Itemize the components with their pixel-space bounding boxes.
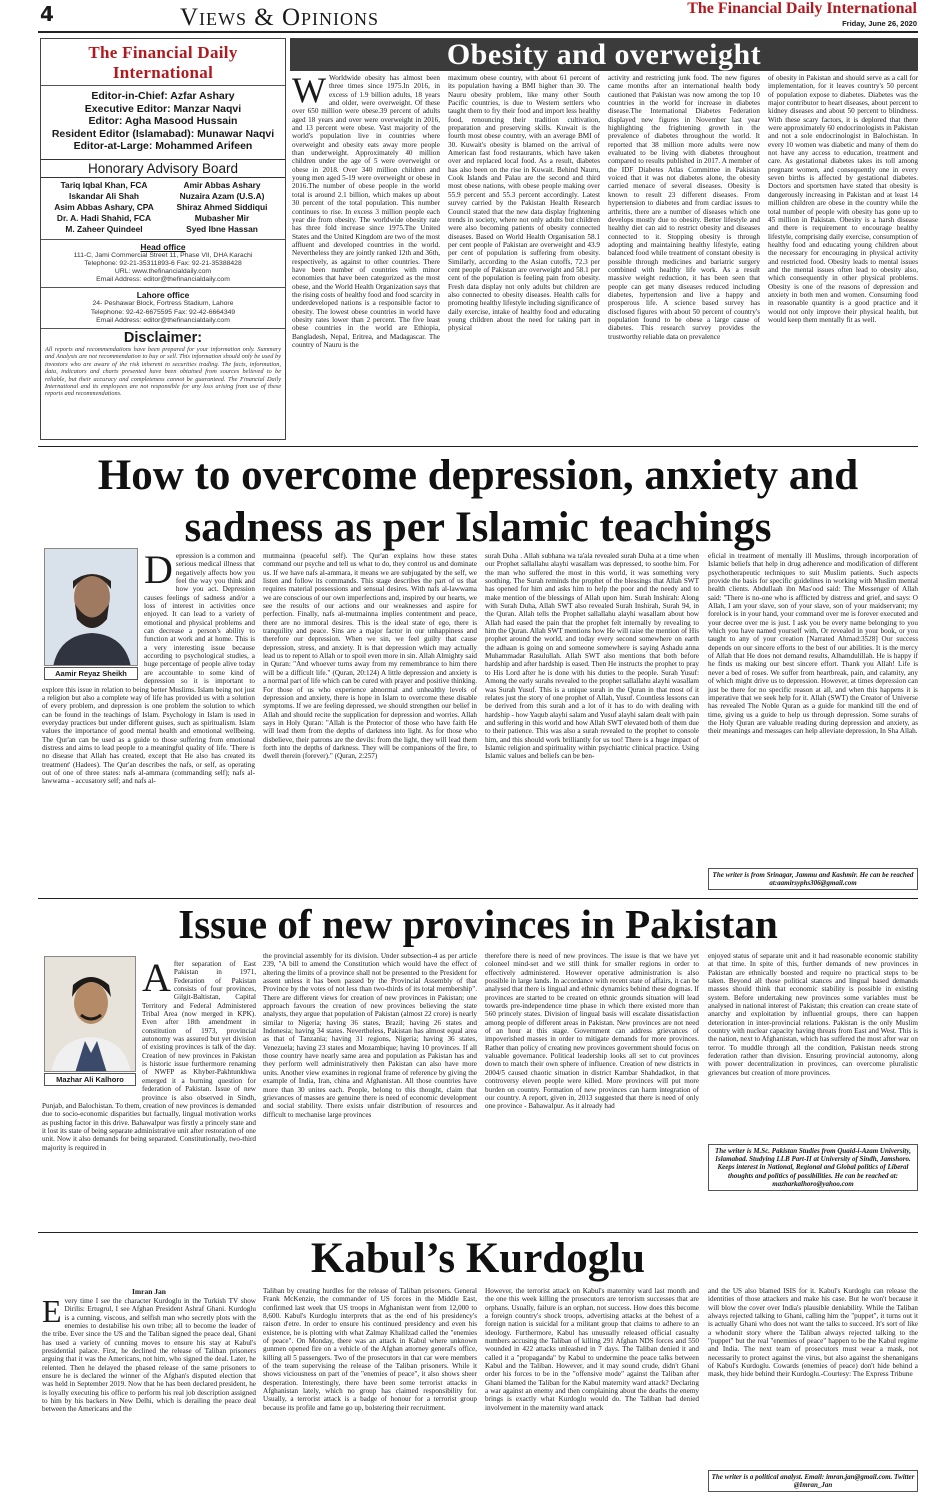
editorial-staff [41, 90, 285, 153]
advisor-name: Tariq Iqbal Khan, FCA [60, 179, 148, 190]
provinces-column-1 [42, 960, 256, 1230]
kabul-column-4: and the US also blamed ISIS for it. Kabul's Kurdoglu can release the identities of those attackers and make his case. But he won't because it will blow the cover over India's plausible deniability. While the Taliban always rejected talking to Ghani, calling him the "puppet", it turns out it is actually Ghani who does not want the talks to succeed. It's sort of like a whodunit story where the Taliban always rejected talking to the "puppet" but the real "enemies of peace" happen to be the Kabul regime and India. The next team of prosecutors must wear a mask, not necessarily to protect against the virus, but also against the shenanigans of Kabul's Kurdoglu. Cowards (enemies of peace) don't hide behind a mask, they hide behind their Kurdoglu.-Courtesy: The Express Tribune [708, 1287, 918, 1379]
section-divider [38, 898, 918, 899]
address-line: Telephone: 92-42-6675595 Fax: 92-42-6664349 [90, 308, 236, 316]
kabul-column-1 [42, 1297, 256, 1499]
advisor-name: Amir Abbas Ashary [183, 179, 261, 190]
address-line: Email Address: editor@thefinancialdaily.com [96, 316, 230, 324]
kabul-column-3: However, the terrorist attack on Kabul's maternity ward last month and the one this week killing the prosecutors are terrorism successes that are orphans. Usually, failure is an orphan, not success. How does this become a foreign country's shock troops, advertising attacks at the behest of a foreign nation is suicidal for a militant group that claims to adhere to an ideology. Furthermore, Kabul has unusually released official casualty numbers accusing the Taliban of killing 291 Afghan NDS forces and 550 wounded in 422 attacks unleashed in 7 days. The Taliban denied it and called it a "propaganda" by Kabul to undermine the peace talks between Kabul and the Taliban. However, and it may sound crude, didn't Ghani order his forces to be in the "offensive mode" against the Taliban after Ghani blamed the Taliban for the Kabul maternity ward attack? Declaring a war against an enemy and then complaining about the deaths the enemy brings is exactly what Kurdoglu would do. The Taliban had denied involvement in the maternity ward attack [485, 1287, 699, 1412]
drop-cap: E [42, 1297, 62, 1329]
photo-spacer [42, 552, 144, 685]
column-text: fter separation of East Pakistan in 1971, Federation of Pakistan consists of four provinces, Gilgit-Baltistan, Capital Territory and Federal Administered Tribal Area (now merged in KPK). Even after 18th amendment in constitution of 1973, provincial autonomy was assured but yet division of existing provinces is talk of the day. Creation of new provinces in Pakistan is historic issue furthermore renaming of NWFP as Khyber-Pakhtunkhwa emerged it a burning question for federation of Pakistan. Issue of new province is also observed in Sindh, Punjab, and Balochistan. To them, creation of new provinces is demanded due to socio-economic disparities but factually, lingual motivation works as pushing factor in this drive. Bahawalpur was firstly a princely state and it lost its state of being separate administrative unit after restoration of one unit. Now it also demands for being separated. Constitutionally, two-third majority is required in [42, 960, 256, 1152]
section-title: Views & Opinions [180, 4, 380, 31]
obesity-headline: Obesity and overweight [290, 38, 918, 71]
address-line: Telephone: 92-21-35311893-6 Fax: 92-21-35388428 [84, 259, 242, 267]
section-divider [38, 1232, 918, 1233]
depression-column-2: mutmainna (peaceful self). The Qur'an explains how these states command our psyche and tell us what to do, they control us and dominate us. If we have nafs al-ammara, it means we are subjugated by the self, we listen and follow its commands. This stage describes the part of us that requires material possessions and sensual desires. With nafs al-lawwama we are conscious of our own imperfections and, inspired by our hearts, we see the results of our actions and our weaknesses and aspire for perfection. Finally, nafs al-mutmainna implies contentment and peace, there are no immoral desires. This is the ideal state of ego, there is tranquility and peace. Sins are a major factor in our unhappiness and therefore our depression. When we sin, we feel guilty that cause depression, stress, and anxiety. It is that depression which may actually lead us to repent to Allah or to spoil even more in sin. Allah Almighty said in Quran: "And whoever turns away from my remembrance to him there will be a difficult life." (Quran, 20:124) A little depression and anxiety is a normal part of life which can be cured with prayer and positive thinking. For those of us who experience abnormal and unhealthy levels of depression and anxiety, there is hope in Islam to overcome these disable symptoms. If we are feeling depressed, we should strengthen our belief in Allah and should recite the supplication for depression and worries. Allah says in Holy Quran: "Allah is the Protector of those who have faith He will lead them from the depths of darkness into light. As for those who disbelieve, their patrons are the devils: from the light, they will lead them forth into the depths of darkness. They will be companions of the fire, to dwell therein (forever)." (Quran, 2:257) [263, 552, 477, 761]
advisory-board-title: Honorary Advisory Board [41, 159, 285, 178]
depression-author: Aamir Reyaz Sheikh [44, 667, 138, 680]
column-text: Worldwide obesity has almost been three times since 1975.In 2016, in excess of 1.9 billion adults, 18 years and older, were overweight. Of these over 650 million were obese.39 percent of adults aged 18 years and over were overweight in 2016, and 13 percent were obese. Vast majority of the world's population live in countries where overweight and obesity eats away more people than underweight. Approximately 40 million children under the age of 5 were overweight or obese in 2018. Over 340 million children and young men aged 5-19 were overweight or obese in 2016.The number of obese people in the world total is around 2.1 billion, which makes up about 30 percent of the total population. This number continues to rise. In excess 3 million people each year die from obesity. The worldwide obesity rate has three fold increase since 1975.The United States and the United Kingdom are two of the most affluent and developed countries in the world. Nevertheless they are jointly ranked 12th and 36th, respectively, as against to other countries. There have been number of countries with minor economies that have been categorized as the most obese, and the World Health Organization says that the rising costs of healthy food and food scarcity in underdeveloped nations is a responsible factor to obesity. The lowest obese countries in world have obesity rates lower than 2 percent. The five least obese countries in the world are Ethiopia, Bangladesh, Nepal, Eritrea, and Madagascar. The country of Nauru is the [292, 74, 440, 349]
provinces-column-4: enjoyed status of separate unit and it had reasonable economic stability at that time. In spite of this, further demands of new provinces in Pakistan are ethnically boosted and require no practical steps to be taken. Beyond all those political stances and lingual based demands masses should think that economic stability is possible in existing system. Before undertaking new provinces some variables must be analysed in national interest of Pakistan; this creation can create state of anarchy and exploitation by influential groups, there can happen deterioration in inter-provincial relations. Pakistan is the only Muslim country with nuclear capacity having threats from East and West. This is the nation, next to Afghanistan, which has suffered the most after war on terror. To muddle through all the condition, Pakistan needs strong federation rather than division. Ensuring provincial autonomy, along with power decentralization in provinces, can overcome pluralistic grievances but creation of more provinces. [708, 952, 918, 1077]
newspaper-name: The Financial Daily International [687, 0, 917, 17]
sidebar-box [40, 38, 286, 440]
head-office-address [41, 252, 285, 285]
column-text: epression is a common and serious medical illness that negatively affects how you feel the way you think and how you act. Depression causes feelings of sadness and/or a loss of interest in activities once enjoyed. It can lead to a variety of emotional and physical problems and can decrease a person's ability to function at work and at home. This is a very interesting issue because according to psychological studies, a huge percentage of people alive today are accountable to some kind of depression so it is important to explore this issue in relation to being better Muslims. Islam being not just a religion but also a complete way of life has provided us with a solution of every problem, and depression is one problem the solution to which can be found in the teachings of Islam. Psychology in Islam is used in everyday practices but under different guises, such as spiritualism. Islam values the importance of good mental health and emotional wellbeing. The Qur'an can be used as a guide to those suffering from emotional distress and aims to lead people to a meaningful quality of life. 'There is no disease that Allah has created, except that He also has created its treatment' (Hadees). The Qur'an describes the nafs, or self, as operating out of one of three states: nafs al-ammara (commanding self); nafs al-lawwama - accusatory self; and nafs al- [42, 552, 255, 786]
drop-cap: A [142, 960, 171, 1000]
obesity-column-1 [292, 74, 440, 442]
drop-cap: W [292, 74, 326, 110]
issue-date: Friday, June 26, 2020 [842, 19, 917, 28]
advisor-name: Syed Ibne Hassan [186, 224, 258, 235]
address-line: URL: www.thefinancialdaily.com [114, 267, 212, 275]
advisory-board-list [41, 180, 285, 236]
depression-author-note: The writer is from Srinagar, Jammu and Kashmir. He can be reached at:aamirsyphs306@gmail.com [708, 868, 918, 890]
advisor-name: Nuzaira Azam (U.S.A) [179, 190, 265, 201]
kabul-headline: Kabul’s Kurdoglu [310, 1235, 646, 1282]
address-line: Email Address: editor@thefinancialdaily.com [96, 276, 230, 284]
column-text: very time I see the character Kurdoglu in the Turkish TV show Dirilis: Ertugrul, I see Afghan President Ashraf Ghani. Kurdoglu is a cunning, viscous, and selfish man who secretly plots with the enemies to destabilise his own tribe; all to become the leader of the tribe. Ever since the US and the Taliban signed the peace deal, Ghani has used a variety of cunning moves to ensure his stay at Kabul's presidential palace. First, he declined the release of Taliban prisoners arguing that it was the Americans, not him, who signed the deal. Later, he relented. Then he delayed the phased release of the same prisoners to ensure he is declared the winner of the Afghan's disputed election that was held in September 2019. Now that he has been declared president, he is loyally executing his office to perform his real job description assigned to him by his backers in New Delhi, which is derailing the peace deal between the Americans and the [42, 1297, 256, 1414]
provinces-column-3: therefore there is need of new provinces. The issue is that we have yet coloneel mind-set and we still think for smaller regions in order to effectively administered. However operative administration is also possible in large lands. In accordance with recent state of affairs, it can be analysed that there is lingual and ethnic dynamics behind these dogmas. If provinces are started to be created on ethnic grounds situation will lead towards pre-independence time phase in which there existed more than 560 princely states. Division of lingual basis will escalate dissatisfaction among people of different areas in Pakistan. New provinces are not need of an hour at this stage. Government can address grievances of impoverished masses in order to mitigate demands for more provinces. Rather than policy of creating new provinces government should focus on valuable governance. Political leadership looks all set to cut provinces down to match their own sphere of influence. Creation of new districts in 2004/5 caused chaotic situation in district Kambar Shahdadkot, in that controversy eleven people were killed. More provinces will put more burden on country. Formation of new provinces can harm integration of our country. A report, given in, 2013 suggested that there is need of only one province - Bahawalpur. As it already had [485, 952, 699, 1111]
advisor-name: Shiraz Ahmed Siddiqui [176, 201, 268, 212]
drop-cap: D [144, 552, 173, 592]
section-divider [38, 446, 918, 447]
obesity-column-3: activity and restricting junk food. The new figures came months after an international health body cautioned that Pakistan was now among the top 10 countries in the world for increase in diabetes disease.The International Diabetes Federation displayed new figures in November last year highlighting the frightening growth in the prevalence of diabetes throughout the world. It reported that 38 million more adults were now evaluated to be living with diabetes throughout compared to results published in 2017. A member of the IDF Diabetes Atlas Committee in Pakistan voiced that it was not diabetes alone, the obesity carried menace of several diseases. Obesity is known to result 23 different diseases. From hypertension to diabetes and from cardiac issues to arthritis, there are a number of diseases which one develops mostly due to obesity. Better lifestyle and healthy diet can aid to restrict obesity and diseases connected to it. Stopping obesity is through adopting and maintaining healthy lifestyle, eating balanced food while treatment of constant obesity is possible through medicines and bariatric surgery combined with healthy life work. As a result massive weight reduction, it has been seen that people can get many diseases reduced including diabetes, hypertension and live a happy and prosperous life. A science based survey has disclosed figures with about 50 percent of country's population found to be obese a large cause of diabetes. This research survey provides the trustworthy reliable data on prevalence [608, 74, 760, 341]
obesity-column-2: maximum obese country, with about 61 percent of its population having a BMI higher than 30. The Nauru obesity problem, like many other South Pacific countries, is due to Western settlers who taught them to fry their food and import less healthy food, renouncing their tradition cultivation, preparation and preserving skills. Kuwait is the fourth most obese country, with an average BMI of 30. Kuwait's obesity is blamed on the arrival of American fast food restaurants, which have taken over and replaced local food. As a result, diabetes has also been on the rise in Kuwait. Behind Nauru, Cook Islands and Palau are the second and third most obese nations, with obese people making over 55.9 percent and 55.3 percent accordingly. Latest survey carried by the Pakistan Health Research Council stated that the new data display frightening trends in society, where not only adults but children were also becoming patients of obesity connected diseases. Based on World Health Organisation 58.1 per cent people of Pakistan are overweight and 43.9 per cent of population is suffering from obesity. Similarly, according to the Asian cutoffs, 72.3 per cent people of Pakistan are overweight and 58.1 per cent of the population is feeling pain from obesity. Fresh data display not only adults but children are also connected to obesity diseases. Health calls for promoting healthy lifestyle including significance of daily exercise, intake of healthy food and educating young children about the need for taking part in physical [448, 74, 600, 333]
depression-column-1 [42, 552, 255, 920]
photo-spacer [42, 960, 142, 1096]
kabul-column-2: Taliban by creating hurdles for the release of Taliban prisoners. General Frank McKenzie, the commander of US forces in the Middle East, confirmed last week that US troops in Afghanistan went from 12,000 to 8,600. Kabul's Kurdoglu interprets that as the end of his presidency's raison d'etre. In order to ensure his continued presidency and even his existence, he is plotting with what Zalmay Khalilzad called the "enemies of peace". On Monday, there was an attack in Kabul where unknown gunmen opened fire on a vehicle of the Afghan attorney general's office, killing all 5 passengers. Two of the prosecutors in that car were members of the team supervising the release of the Taliban prisoners. While it shows viciousness on part of the "enemies of peace", it also shows sheer desperation. Interestingly, there have been some terrorist attacks in Afghanistan lately, which no group has claimed responsibility for. Usually, a terrorist attack is a badge of honour for a terrorist group because its profile and fame go up, bolstering their recruitment. [263, 1287, 477, 1412]
staff-line: Resident Editor (Islamabad): Munawar Naqvi [51, 127, 275, 140]
address-line: 24- Peshawar Block, Fortress Stadium, Lahore [92, 300, 234, 308]
obesity-column-4: of obesity in Pakistan and should serve as a call for implementation, for it leaves country's 50 percent of population expose to diabetes. Diabetes was the major contributor to heart diseases, about percent to kidney diseases and about 50 percent to blindness. With these scary factors, it is deplored that there were approximately 60 endocrinologists in Pakistan and not a sole endocrinologist in Balochistan. In every 10 women was diabetic and many of them do not have any access to education, treatment and care. As gestational diabetes takes its toll among pregnant women, and consequently one in every seven births is affected by gestational diabetes. Doctors and sportsmen have stated that obesity is dangerously increasing in Pakistan and at least 14 million children are obese in the country while the total number of people with obesity has gone up to 45 million in Pakistan. Obesity is a harsh disease and there is requirement to encourage healthy lifestyle, comprising daily exercise, consumption of healthy food and educating young children about the necessary for encouraging in physical activity and restricted food. Obesity leads to mental issues and the mental issues often lead to obesity also, which consequently in other physical problems. Obesity is one of the reasons of depression and anxiety in both men and women. Consuming food in reasonable quantity is a good practice and it would not only improve their physical health, but would keep them mentally fit as well. [768, 74, 918, 324]
provinces-author-note: The writer is M.Sc. Pakistan Studies from Quaid-i-Azam University, Islamabad. Studying LLB Part-II at University of Sindh, Jamshoro. Keeps interest in National, Regional and Global politics of Liberal thoughts and politics of possibilities. He can be reached at: mazharkalhoro@yahoo.com [708, 1144, 918, 1191]
provinces-headline: Issue of new provinces in Pakistan [178, 901, 778, 947]
disclaimer-title: Disclaimer: [123, 329, 203, 346]
depression-column-4: eficial in treatment of mentally ill Muslims, through incorporation of Islamic beliefs that help in drug adherence and modification of different psychotherapeutic techniques to suit Muslim patients. Such aspects provide the basis for specific guidelines in working with Muslim mental health clients. Abdullaah ibn Mas'ood said: The Messenger of Allah said: "There is no-one who is afflicted by distress and grief, and says: O Allah, I am your slave, son of your slave, son of your maidservant; my forelock is in your hand, your command over me is forever executed and your decree over me is just. I ask you be every name belonging to you which you have named yourself with, Or revealed in your book, or you taught to any of your creation [Narrated Ahmad:3528] Our success depends on our sincere efforts to the best of our abilities. It is the mercy of Allah that He does not demand results, Alhamdulillah. He is happy if he finds us making our best sincere effort. Thank you Allah! Life is never a bed of roses. We suffer from heartbreak, pain, and calamity, any of which might drive us to depression. However, at times depression can just be there for no specific reason at all, and when this happens it is imperative that we seek help for it. Allah (SWT) the Creator of Universe has revealed The Noble Quran as a guide for mankind till the end of time, giving us a guide to help us through depression. Some surahs of the Holy Quran are valuable reading during depression and anxiety, as their meanings and messages can help alleviate depression, In Sha Allah. [708, 552, 918, 736]
depression-column-3: surah Duha . Allah subhana wa ta'ala revealed surah Duha at a time when our Prophet sallallahu alayhi wasallam was depressed, to soothe him. For the man who suffered the most in this world, it was something very soothing. The Surah reminds the prophet of the blessings that Allah SWT has opened for him and asks him to help the poor and the needy and to make mention of the blessings of Allah upon him. Surah Inshirah: Along with Surah Duha, Allah SWT also revealed Surah Inshirah, Surah 94, in the Quran. Allah tells the Prophet sallallahu alayhi wasallam about how Allah had eased the pain that the prophet felt internally by revealing to him the Quran. Allah SWT mentions how He will raise the mention of His prophet around the world, and today every second somewhere on earth the adhaan is going on and someone somewhere is saying Ashadu anna Muhammadar Rasulullah. Allah SWT also mentions that both before hardship and after hardship is eased. Then He instructs the prophet to pray to His Lord after he is done with his duties to the people. Surah Yusuf: Among the early surahs revealed to the prophet sallallahu alayhi wasallam was Surah Yusuf. This is a unique surah in the Quran in that most of it relates just the story of one prophet of Allah, Yusuf. Countless lessons can be derived from this surah and a lot of it has to do with dealing with hardship - how Yaqub alayhi salam and Yusuf alayhi salam dealt with pain and suffering in this world and how Allah SWT elevated both of them due to their patience. This was also a surah revealed to the prophet to console him, and this should work brilliantly for us too! There is a huge impact of Islamic religion and spirituality within psychiatric clinical practice. Using Islamic values and beliefs can be ben- [485, 552, 699, 761]
provinces-author: Mazhar Ali Kalhoro [44, 1073, 136, 1086]
provinces-column-2: the provincial assembly for its division. Under subsection-4 as per article 239, "A bill to amend the Constitution which would have the effect of altering the limits of a province shall not be presented to the President for assent unless it has been passed by the Provincial Assembly of that Province by the votes of not less than two-thirds of its total membership". There are different views for creation of new provinces in Pakistan; one approach favours the creation of new provinces believing the state analysts, they argue that population of Pakistan (almost 22 crore) is nearly similar to Nigeria; having 36 states, Brazil; having 26 states and Indonesia; having 34 states. Nevertheless, Pakistan has almost equal area as that of Tanzania; having 31 regions, Nigeria; having 36 states, Venezuela; having 23 states and Mozambique; having 10 provinces. If all those country have nearly same area and population as Pakistan has and they perform well administratively then Pakistan can also have more units. Another view examines in regional frame of reference by giving the example of India, Iran, china and Afghanistan. All those countries have more than 30 unites each. People, belong to this thought, claim that grievances of masses are genuine there is need of economic development and social stability. There exists unfair distribution of resources and difficult to mechanise large provinces [263, 952, 477, 1119]
head-office-title: Head office [140, 241, 186, 252]
advisor-name: Dr. A. Hadi Shahid, FCA [56, 213, 152, 224]
address-line: 111-C, Jami Commercial Street 11, Phase VII, DHA Karachi [73, 251, 253, 259]
kabul-author: Imran Jan [132, 1287, 166, 1296]
kabul-author-note: The writer is a political analyst. Email: imran.jan@gmail.com. Twitter @Imran_Jan [708, 1470, 918, 1492]
advisor-name: Mubasher Mir [194, 213, 250, 224]
advisor-name: Iskandar Ali Shah [69, 190, 139, 201]
staff-line: Executive Editor: Manzar Naqvi [84, 102, 242, 115]
lahore-office-address [41, 300, 285, 325]
advisor-name: Asim Abbas Ashary, CPA [54, 201, 154, 212]
advisor-name: M. Zaheer Quindeel [65, 224, 143, 235]
staff-line: Editor-at-Large: Mohammed Arifeen [73, 140, 253, 152]
sidebar-paper-name: The Financial Daily International [41, 43, 285, 86]
staff-line: Editor-in-Chief: Azfar Ashary [91, 90, 235, 102]
depression-headline: How to overcome depression, anxiety and sadness as per Islamic teachings [97, 452, 859, 551]
masthead-rule [38, 31, 918, 33]
staff-line: Editor: Agha Masood Hussain [88, 115, 238, 127]
disclaimer-text: All reports and recommendations have been prepared for your information only. Summary and Analysis are not recommendation to buy or sell. This information should only be used by investors who are aware of the risk inherent in securities trading. The facts, information, data, indicators and charts presented have been obtained from sources believed to be reliable, but their accuracy and completeness cannot be guaranteed. The Financial Daily International and its employees are not responsible for any loss arising from use of these reports and recommendations. [45, 345, 281, 398]
page-number: 4 [40, 2, 54, 26]
lahore-office-title: Lahore office [136, 290, 190, 301]
